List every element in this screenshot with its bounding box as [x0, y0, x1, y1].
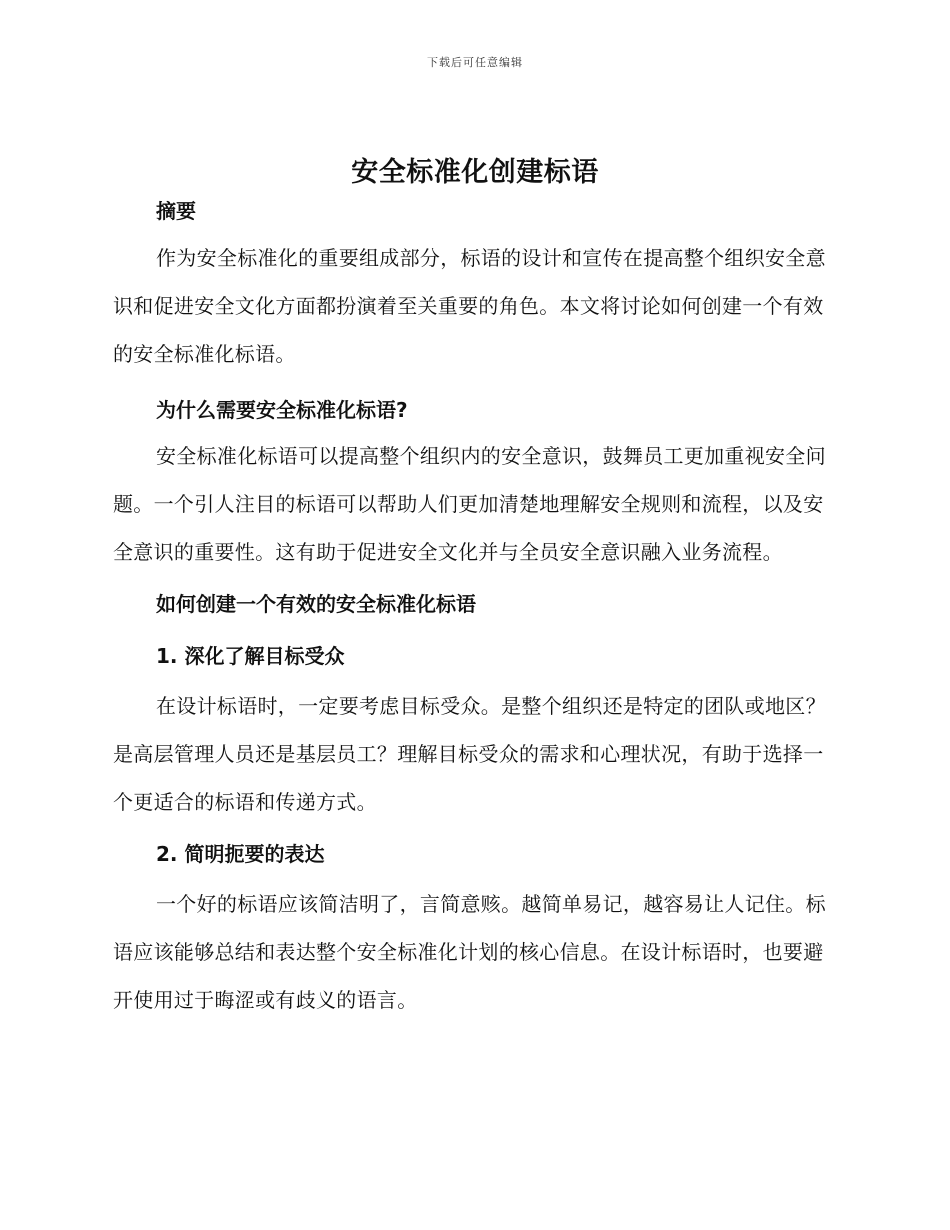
- step2-heading: 2. 简明扼要的表达: [156, 842, 325, 866]
- header-note: 下载后可任意编辑: [427, 56, 523, 69]
- step1-paragraph: 在设计标语时，一定要考虑目标受众。是整个组织还是特定的团队或地区？是高层管理人员还是基层员工？理解目标受众的需求和心理状况，有助于选择一个更适合的标语和传递方式。: [113, 694, 826, 814]
- step2-paragraph: 一个好的标语应该简洁明了，言简意赅。越简单易记，越容易让人记住。标语应该能够总结和表达整个安全标准化计划的核心信息。在设计标语时，也要避开使用过于晦涩或有歧义的语言。: [113, 892, 826, 1012]
- why-paragraph: 安全标准化标语可以提高整个组织内的安全意识，鼓舞员工更加重视安全问题。一个引人注目的标语可以帮助人们更加清楚地理解安全规则和流程，以及安全意识的重要性。这有助于促进安全文化并与全员安全意识融入业务流程。: [113, 444, 826, 564]
- abstract-paragraph: 作为安全标准化的重要组成部分，标语的设计和宣传在提高整个组织安全意识和促进安全文化方面都扮演着至关重要的角色。本文将讨论如何创建一个有效的安全标准化标语。: [113, 246, 826, 366]
- why-heading: 为什么需要安全标准化标语?: [156, 398, 408, 422]
- document-body: [113, 193, 837, 1024]
- how-heading: 如何创建一个有效的安全标准化标语: [156, 592, 476, 616]
- step1-heading: 1. 深化了解目标受众: [156, 644, 345, 668]
- document-title: 安全标准化创建标语: [351, 157, 599, 188]
- abstract-heading: 摘要: [156, 199, 196, 223]
